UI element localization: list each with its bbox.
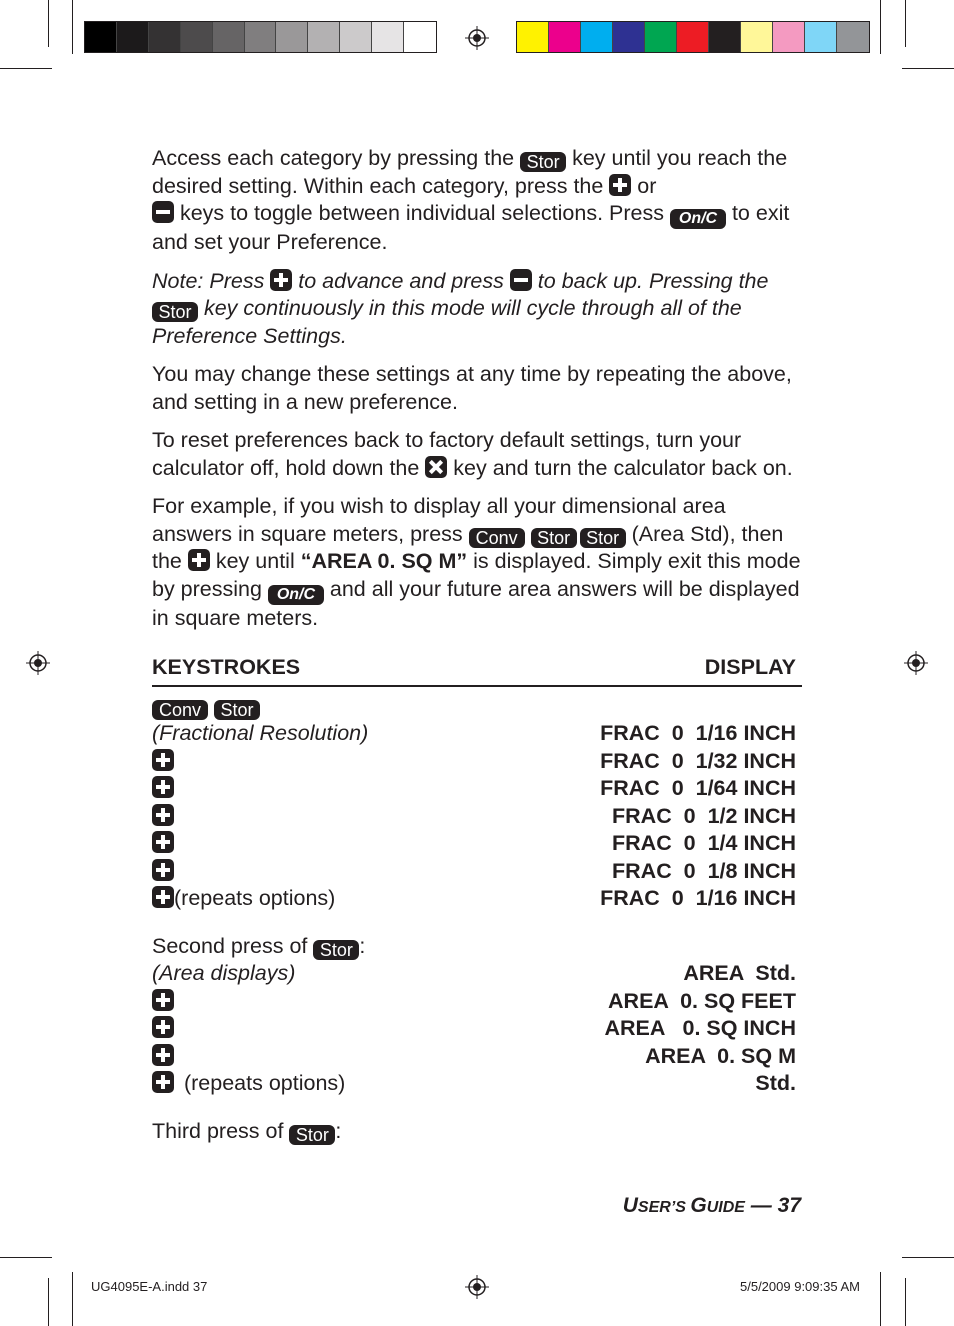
paragraph-example	[152, 493, 802, 632]
display-cell: FRAC 0 1/32 INCH	[600, 748, 796, 773]
multiply-key-icon	[425, 456, 447, 478]
text: or	[631, 173, 657, 198]
table-row	[152, 748, 796, 776]
color-swatch	[213, 22, 245, 52]
color-swatch	[677, 22, 709, 52]
color-swatch	[549, 22, 581, 52]
text: (repeats options)	[174, 886, 336, 910]
keystroke-cell	[152, 858, 174, 886]
grayscale-color-bar	[84, 21, 437, 53]
text: Second press of	[152, 933, 314, 958]
stor-key-icon: Stor	[152, 302, 198, 322]
registration-mark-icon	[465, 1275, 489, 1299]
running-footer	[623, 1194, 801, 1218]
crop-mark	[880, 0, 881, 54]
paragraph-reset	[152, 427, 802, 482]
keystroke-cell	[152, 933, 365, 961]
display-cell: FRAC 0 1/64 INCH	[600, 776, 796, 800]
keystroke-cell	[152, 693, 260, 721]
text: For example, if you wish to display all your dimensional area answers in square meters, press	[152, 494, 726, 546]
keystroke-cell	[152, 775, 174, 803]
text: keys to toggle between individual selections. Press	[174, 201, 670, 225]
table-row	[152, 775, 796, 803]
text: :	[359, 933, 366, 958]
keystroke-cell	[152, 1070, 345, 1098]
plus-key-icon	[152, 859, 174, 881]
color-swatch	[805, 22, 837, 52]
minus-key-icon	[152, 201, 174, 223]
color-swatch	[372, 22, 404, 52]
color-swatch	[613, 22, 645, 52]
stor-key-icon: Stor	[289, 1125, 335, 1145]
crop-mark	[0, 68, 52, 69]
paragraph-note	[152, 268, 802, 351]
display-cell: Std.	[755, 1071, 796, 1095]
text: UIDE	[706, 1199, 745, 1216]
text: G	[690, 1194, 707, 1217]
page-content	[152, 145, 802, 1145]
display-cell: FRAC 0 1/2 INCH	[612, 803, 796, 828]
plus-key-icon	[152, 1016, 174, 1038]
text: Third press of	[152, 1118, 290, 1143]
stor-key-icon: Stor	[520, 152, 566, 172]
emphasis-text: “AREA 0. SQ M”	[300, 549, 468, 573]
color-swatch	[517, 22, 549, 52]
text: SER	[637, 1199, 671, 1216]
text: to exit and set your Preference.	[152, 201, 790, 254]
crop-mark	[72, 0, 73, 54]
display-cell: FRAC 0 1/8 INCH	[612, 858, 796, 883]
plus-key-icon	[188, 549, 210, 571]
keystroke-cell: (Fractional Resolution)	[152, 721, 369, 745]
color-swatch	[149, 22, 181, 52]
color-swatch	[117, 22, 149, 52]
color-swatch	[404, 22, 436, 52]
text: (repeats options)	[183, 1071, 346, 1095]
text: (Area Std), then the	[152, 521, 784, 573]
plus-key-icon	[152, 1071, 174, 1093]
color-swatch	[340, 22, 372, 52]
crop-mark	[905, 1278, 906, 1326]
color-swatch	[308, 22, 340, 52]
plus-key-icon	[152, 831, 174, 853]
keystroke-cell: (Area displays)	[152, 961, 296, 985]
conv-key-icon: Conv	[152, 700, 208, 720]
color-swatch	[181, 22, 213, 52]
table-row	[152, 1070, 796, 1098]
text: Note: Press	[152, 268, 271, 293]
keystroke-cell	[152, 803, 174, 831]
text: to advance and press	[292, 268, 510, 293]
table-row	[152, 885, 796, 913]
conv-key-icon: Conv	[469, 528, 525, 548]
text: key continuously in this mode will cycle through all of the Preference Settings.	[152, 296, 742, 348]
plus-key-icon	[152, 1044, 174, 1066]
display-cell: FRAC 0 1/4 INCH	[612, 831, 796, 855]
stor-key-icon: Stor	[580, 528, 626, 548]
color-swatch	[709, 22, 741, 52]
table-row	[152, 988, 796, 1016]
keystroke-cell	[152, 885, 335, 913]
text: ’S	[670, 1199, 691, 1216]
display-cell: AREA 0. SQ INCH	[604, 1016, 796, 1040]
crop-mark	[72, 1272, 73, 1326]
process-color-bar	[516, 21, 870, 53]
header-keystrokes: KEYSTROKES	[152, 655, 301, 679]
display-cell: AREA 0. SQ FEET	[608, 988, 796, 1013]
text: key until you reach the desired setting. Within each category, press the	[152, 146, 788, 198]
color-swatch	[741, 22, 773, 52]
stor-key-icon: Stor	[531, 528, 577, 548]
registration-mark-icon	[26, 651, 50, 675]
text: and all your future area answers will be displayed in square meters.	[152, 576, 800, 630]
stor-key-icon: Stor	[313, 940, 359, 960]
paragraph-access-categories	[152, 145, 802, 257]
color-swatch	[773, 22, 805, 52]
display-cell: FRAC 0 1/16 INCH	[600, 886, 796, 910]
text: Access each category by pressing the	[152, 146, 521, 170]
slug-file-name: UG4095E-A.indd 37	[91, 1279, 208, 1294]
crop-mark	[48, 0, 49, 47]
plus-key-icon	[152, 989, 174, 1011]
page-number: — 37	[744, 1194, 801, 1217]
crop-mark	[48, 1278, 49, 1326]
crop-mark	[905, 0, 906, 47]
table-row	[152, 693, 796, 721]
table-row	[152, 1015, 796, 1043]
table-row	[152, 830, 796, 858]
keystroke-cell	[152, 988, 174, 1016]
color-swatch	[276, 22, 308, 52]
table-row	[152, 858, 796, 886]
plus-key-icon	[270, 269, 292, 291]
crop-mark	[902, 68, 954, 69]
keystroke-cell	[152, 1043, 174, 1071]
text: key until	[209, 549, 301, 573]
table-row	[152, 803, 796, 831]
color-swatch	[85, 22, 117, 52]
text: U	[622, 1194, 638, 1217]
display-cell: AREA Std.	[683, 961, 796, 985]
slug-timestamp: 5/5/2009 9:09:35 AM	[740, 1279, 860, 1294]
text: :	[335, 1118, 342, 1143]
plus-key-icon	[152, 886, 174, 908]
minus-key-icon	[510, 269, 532, 291]
table-row	[152, 1118, 796, 1146]
keystroke-cell	[152, 748, 174, 776]
keystroke-cell	[152, 830, 174, 858]
text: is displayed. Simply exit this mode by pressing	[152, 549, 801, 601]
registration-mark-icon	[904, 651, 928, 675]
paragraph-change-settings: You may change these settings at any time by repeating the above, and setting in a new preference.	[152, 362, 792, 414]
color-swatch	[245, 22, 277, 52]
on-clear-key-icon: On/C	[670, 209, 726, 229]
keystroke-cell	[152, 1015, 174, 1043]
color-swatch	[837, 22, 869, 52]
text: To reset preferences back to factory default settings, turn your calculator off, hold down the	[152, 428, 742, 480]
crop-mark	[880, 1272, 881, 1326]
table-row	[152, 720, 796, 748]
crop-mark	[0, 1257, 52, 1258]
keystroke-cell	[152, 1118, 341, 1146]
color-swatch	[645, 22, 677, 52]
plus-key-icon	[152, 749, 174, 771]
keystrokes-table-header	[152, 654, 802, 687]
color-swatch	[581, 22, 613, 52]
crop-mark	[902, 1257, 954, 1258]
on-clear-key-icon: On/C	[268, 585, 324, 605]
plus-key-icon	[609, 174, 631, 196]
table-row	[152, 933, 796, 961]
text: to back up. Pressing the	[531, 268, 769, 293]
text: key and turn the calculator back on.	[447, 455, 793, 480]
display-cell: FRAC 0 1/16 INCH	[600, 721, 796, 745]
display-cell: AREA 0. SQ M	[645, 1043, 796, 1068]
plus-key-icon	[152, 804, 174, 826]
stor-key-icon: Stor	[214, 700, 260, 720]
header-display: DISPLAY	[704, 655, 796, 679]
table-row	[152, 1043, 796, 1071]
plus-key-icon	[152, 776, 174, 798]
registration-mark-icon	[465, 26, 489, 50]
table-row	[152, 960, 796, 988]
